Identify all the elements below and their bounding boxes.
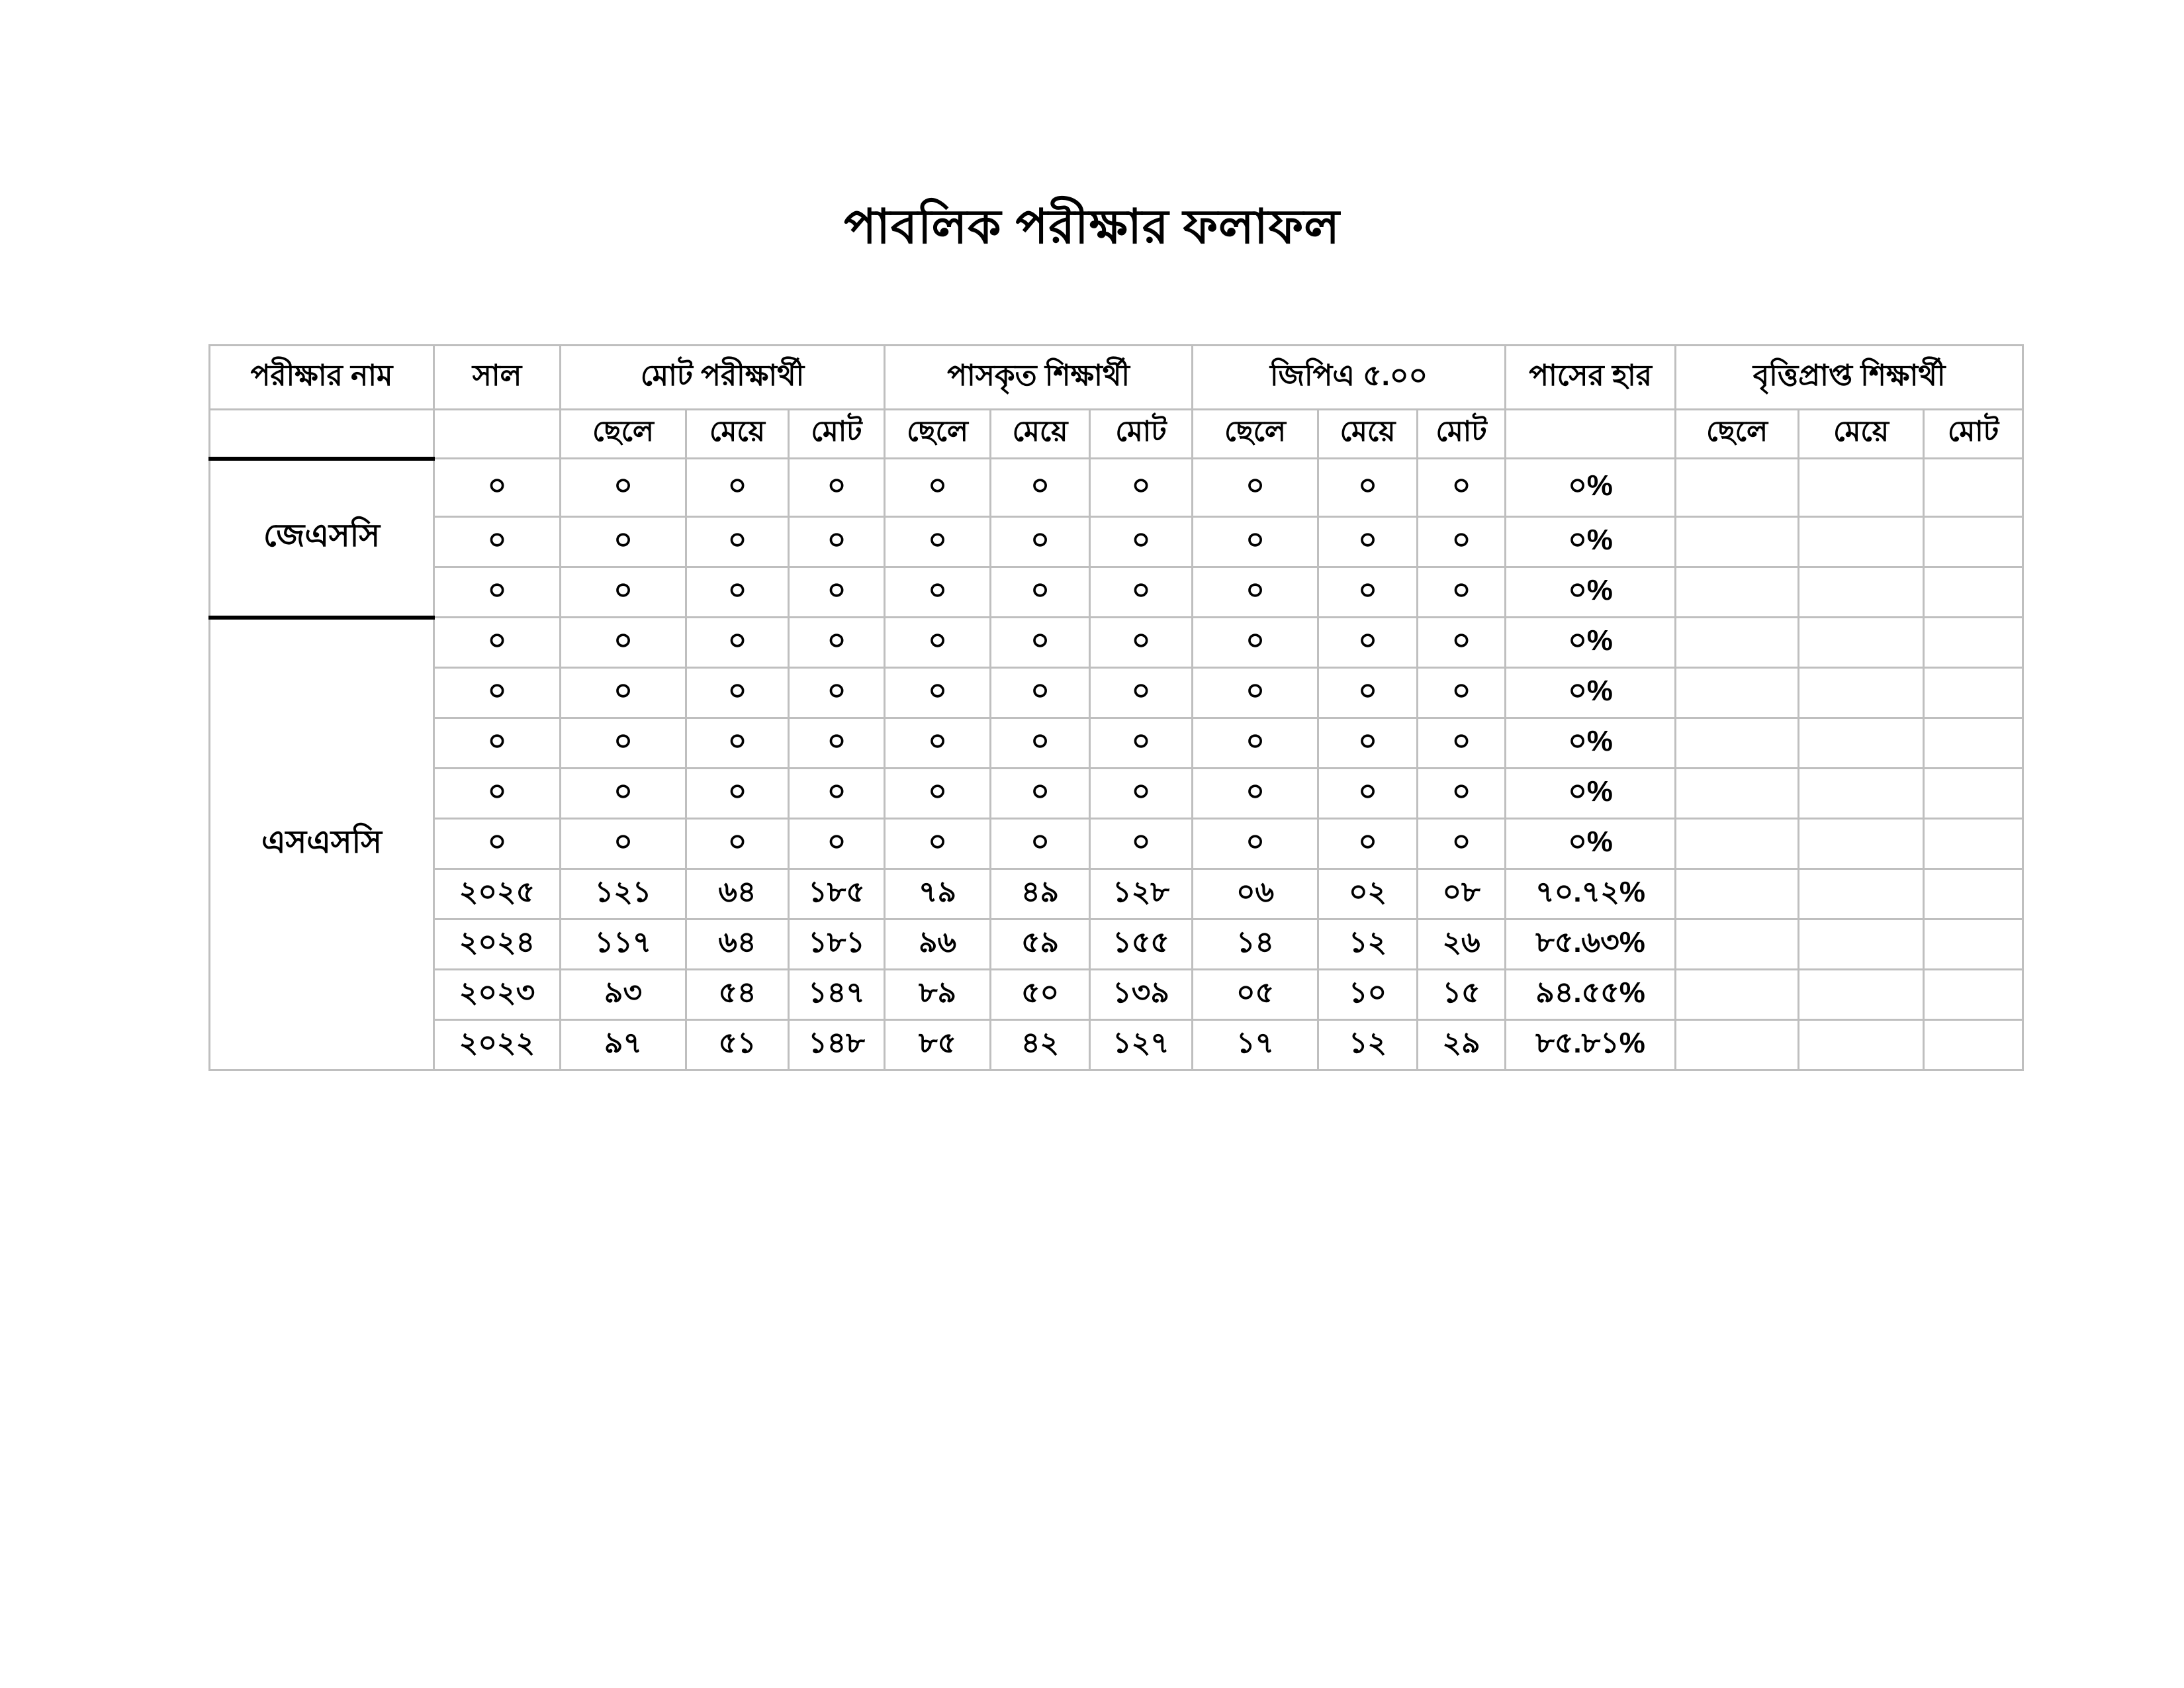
pass-rate-cell: ০% (1506, 769, 1676, 819)
table-cell: ৫০ (991, 970, 1090, 1020)
table-cell: ০ (561, 718, 686, 769)
table-cell: ০ (686, 769, 789, 819)
pass-rate-cell: ০% (1506, 618, 1676, 668)
table-cell (1799, 668, 1924, 718)
year-cell: ০ (434, 618, 561, 668)
table-cell (1799, 718, 1924, 769)
header-exam-name-spacer (210, 410, 434, 459)
year-cell: ২০২৩ (434, 970, 561, 1020)
table-cell: ১৪৭ (789, 970, 885, 1020)
table-cell: ০ (1318, 769, 1418, 819)
table-cell: ০ (1418, 517, 1506, 567)
header-scholarship-students: বৃত্তিপ্রাপ্ত শিক্ষার্থী (1676, 346, 2023, 410)
table-cell: ০ (1318, 618, 1418, 668)
pass-rate-cell: ০% (1506, 567, 1676, 618)
exam-name-cell: এসএসসি (210, 618, 434, 1070)
table-cell (1799, 769, 1924, 819)
table-cell: ০ (1090, 517, 1193, 567)
table-row (210, 819, 2023, 869)
table-cell: ১৮৫ (789, 869, 885, 919)
table-row (210, 718, 2023, 769)
table-cell: ১২৭ (1090, 1020, 1193, 1070)
table-cell: ০ (885, 618, 991, 668)
table-row (210, 970, 2023, 1020)
table-cell (1676, 718, 1799, 769)
table-cell (1676, 1020, 1799, 1070)
table-cell: ০ (885, 769, 991, 819)
table-cell: ০ (1418, 769, 1506, 819)
table-cell: ০২ (1318, 869, 1418, 919)
year-cell: ০ (434, 819, 561, 869)
table-cell: ৫৪ (686, 970, 789, 1020)
table-cell: ০ (1090, 567, 1193, 618)
table-row (210, 517, 2023, 567)
table-cell (1924, 668, 2023, 718)
header-boys: ছেলে (561, 410, 686, 459)
table-cell: ০ (1318, 459, 1418, 517)
table-cell (1799, 1020, 1924, 1070)
table-cell: ১৮১ (789, 919, 885, 970)
table-cell (1799, 869, 1924, 919)
table-cell: ০ (686, 819, 789, 869)
header-boys: ছেলে (1676, 410, 1799, 459)
table-cell (1676, 819, 1799, 869)
table-cell: ০ (789, 769, 885, 819)
table-cell: ০ (991, 618, 1090, 668)
table-cell (1799, 567, 1924, 618)
table-cell (1676, 618, 1799, 668)
header-gpa5: জিপিএ ৫.০০ (1193, 346, 1506, 410)
pass-rate-cell: ০% (1506, 459, 1676, 517)
header-pass-rate: পাসের হার (1506, 346, 1676, 410)
table-cell: ০ (1193, 668, 1318, 718)
table-cell: ০ (1193, 459, 1318, 517)
year-cell: ০ (434, 567, 561, 618)
table-cell: ৯৬ (885, 919, 991, 970)
table-cell (1676, 459, 1799, 517)
table-cell: ০ (885, 718, 991, 769)
table-cell (1676, 769, 1799, 819)
table-cell (1676, 970, 1799, 1020)
header-girls: মেয়ে (991, 410, 1090, 459)
table-cell: ০ (1193, 819, 1318, 869)
page-title: পাবলিক পরীক্ষার ফলাফল (844, 201, 1340, 254)
table-cell (1799, 517, 1924, 567)
exam-name-cell: জেএসসি (210, 459, 434, 618)
table-cell: ০ (686, 618, 789, 668)
year-cell: ০ (434, 459, 561, 517)
table-cell: ০ (561, 517, 686, 567)
header-girls: মেয়ে (686, 410, 789, 459)
table-cell: ৯৭ (561, 1020, 686, 1070)
table-row (210, 769, 2023, 819)
table-cell (1676, 668, 1799, 718)
table-cell: ০ (686, 567, 789, 618)
table-cell: ৫৯ (991, 919, 1090, 970)
table-cell: ১৫৫ (1090, 919, 1193, 970)
table-cell: ০ (1193, 567, 1318, 618)
table-cell (1924, 819, 2023, 869)
table-cell: ০ (1318, 668, 1418, 718)
table-cell: ০ (561, 567, 686, 618)
table-cell: ০৬ (1193, 869, 1318, 919)
year-cell: ২০২৪ (434, 919, 561, 970)
table-cell: ৬৪ (686, 919, 789, 970)
table-cell: ০ (686, 668, 789, 718)
header-exam-name: পরীক্ষার নাম (210, 346, 434, 410)
table-cell: ০ (885, 819, 991, 869)
table-cell: ০ (561, 668, 686, 718)
table-row (210, 869, 2023, 919)
year-cell: ০ (434, 769, 561, 819)
table-cell (1799, 970, 1924, 1020)
table-row (210, 459, 2023, 517)
header-year: সাল (434, 346, 561, 410)
table-cell: ০ (686, 718, 789, 769)
header-total: মোট (1924, 410, 2023, 459)
header-pass-rate-spacer (1506, 410, 1676, 459)
table-cell: ১২ (1318, 1020, 1418, 1070)
table-cell (1924, 459, 2023, 517)
table-cell: ১৪ (1193, 919, 1318, 970)
table-cell: ০ (991, 668, 1090, 718)
year-cell: ২০২৫ (434, 869, 561, 919)
table-cell: ০ (561, 819, 686, 869)
table-cell: ০ (1090, 718, 1193, 769)
results-table (208, 344, 2024, 1071)
pass-rate-cell: ০% (1506, 517, 1676, 567)
table-cell: ০ (991, 718, 1090, 769)
table-row (210, 618, 2023, 668)
header-row-subcolumns (210, 410, 2023, 459)
table-row (210, 668, 2023, 718)
year-cell: ০ (434, 517, 561, 567)
table-cell: ০ (991, 567, 1090, 618)
table-cell (1924, 618, 2023, 668)
table-cell: ০ (991, 517, 1090, 567)
table-cell: ০ (1418, 459, 1506, 517)
table-cell (1924, 567, 2023, 618)
header-total: মোট (789, 410, 885, 459)
table-cell: ১১৭ (561, 919, 686, 970)
table-cell: ০ (1090, 769, 1193, 819)
table-cell: ৪৯ (991, 869, 1090, 919)
table-cell (1799, 459, 1924, 517)
table-cell: ০ (561, 459, 686, 517)
header-boys: ছেলে (885, 410, 991, 459)
year-cell: ০ (434, 668, 561, 718)
table-cell (1676, 567, 1799, 618)
pass-rate-cell: ৯৪.৫৫% (1506, 970, 1676, 1020)
table-cell: ০ (1418, 819, 1506, 869)
table-cell (1924, 769, 2023, 819)
table-cell (1799, 819, 1924, 869)
table-row (210, 1020, 2023, 1070)
table-cell: ০ (789, 668, 885, 718)
table-cell: ৯৩ (561, 970, 686, 1020)
header-year-spacer (434, 410, 561, 459)
table-cell: ০৫ (1193, 970, 1318, 1020)
header-girls: মেয়ে (1799, 410, 1924, 459)
table-cell: ০ (1418, 718, 1506, 769)
table-cell: ২৯ (1418, 1020, 1506, 1070)
table-cell: ০ (686, 517, 789, 567)
table-cell: ০ (789, 567, 885, 618)
table-cell: ৬৪ (686, 869, 789, 919)
table-cell: ১৫ (1418, 970, 1506, 1020)
year-cell: ০ (434, 718, 561, 769)
table-cell: ০ (1090, 819, 1193, 869)
table-cell: ০ (686, 459, 789, 517)
table-cell: ৮৫ (885, 1020, 991, 1070)
pass-rate-cell: ০% (1506, 718, 1676, 769)
table-cell: ০ (789, 718, 885, 769)
table-cell: ০ (561, 769, 686, 819)
header-passed-students: পাসকৃত শিক্ষার্থী (885, 346, 1193, 410)
table-cell: ০ (789, 517, 885, 567)
table-cell: ০ (1090, 668, 1193, 718)
header-total-examinees: মোট পরীক্ষার্থী (561, 346, 885, 410)
table-cell: ০ (885, 567, 991, 618)
table-cell: ৮৯ (885, 970, 991, 1020)
pass-rate-cell: ০% (1506, 819, 1676, 869)
table-row (210, 919, 2023, 970)
table-cell (1924, 869, 2023, 919)
table-cell (1924, 517, 2023, 567)
pass-rate-cell: ৭০.৭২% (1506, 869, 1676, 919)
table-cell: ০ (1193, 517, 1318, 567)
table-cell: ০ (1090, 618, 1193, 668)
table-cell: ০ (885, 668, 991, 718)
pass-rate-cell: ৮৫.৮১% (1506, 1020, 1676, 1070)
table-cell: ৪২ (991, 1020, 1090, 1070)
table-cell (1924, 718, 2023, 769)
table-cell: ০ (1318, 517, 1418, 567)
table-cell: ০ (1193, 769, 1318, 819)
header-total: মোট (1418, 410, 1506, 459)
table-cell: ০ (1193, 718, 1318, 769)
pass-rate-cell: ৮৫.৬৩% (1506, 919, 1676, 970)
table-cell: ০ (1318, 819, 1418, 869)
table-cell: ০ (1318, 718, 1418, 769)
table-cell (1676, 919, 1799, 970)
table-cell: ০ (789, 459, 885, 517)
table-cell: ১২৮ (1090, 869, 1193, 919)
table-cell: ০ (1193, 618, 1318, 668)
table-cell: ১২১ (561, 869, 686, 919)
table-cell: ০৮ (1418, 869, 1506, 919)
header-total: মোট (1090, 410, 1193, 459)
table-cell: ১০ (1318, 970, 1418, 1020)
table-cell (1676, 517, 1799, 567)
table-cell: ০ (1318, 567, 1418, 618)
table-cell: ৫১ (686, 1020, 789, 1070)
header-boys: ছেলে (1193, 410, 1318, 459)
table-cell: ০ (885, 517, 991, 567)
table-cell: ০ (991, 459, 1090, 517)
table-row (210, 567, 2023, 618)
table-cell: ০ (1418, 618, 1506, 668)
table-cell (1799, 919, 1924, 970)
table-cell (1676, 869, 1799, 919)
table-cell (1924, 919, 2023, 970)
year-cell: ২০২২ (434, 1020, 561, 1070)
table-cell: ০ (561, 618, 686, 668)
table-cell: ১২ (1318, 919, 1418, 970)
table-cell: ০ (991, 819, 1090, 869)
table-cell: ১৭ (1193, 1020, 1318, 1070)
table-cell: ১৪৮ (789, 1020, 885, 1070)
table-cell: ০ (1418, 567, 1506, 618)
header-row-groups (210, 346, 2023, 410)
table-cell: ০ (1090, 459, 1193, 517)
table-cell: ০ (1418, 668, 1506, 718)
table-cell (1924, 970, 2023, 1020)
table-cell: ৭৯ (885, 869, 991, 919)
table-body (210, 459, 2023, 1070)
table-cell: ০ (991, 769, 1090, 819)
table-cell (1799, 618, 1924, 668)
table-cell: ২৬ (1418, 919, 1506, 970)
pass-rate-cell: ০% (1506, 668, 1676, 718)
table-cell: ০ (885, 459, 991, 517)
table-cell: ১৩৯ (1090, 970, 1193, 1020)
header-girls: মেয়ে (1318, 410, 1418, 459)
table-cell: ০ (789, 819, 885, 869)
table-cell (1924, 1020, 2023, 1070)
table-cell: ০ (789, 618, 885, 668)
